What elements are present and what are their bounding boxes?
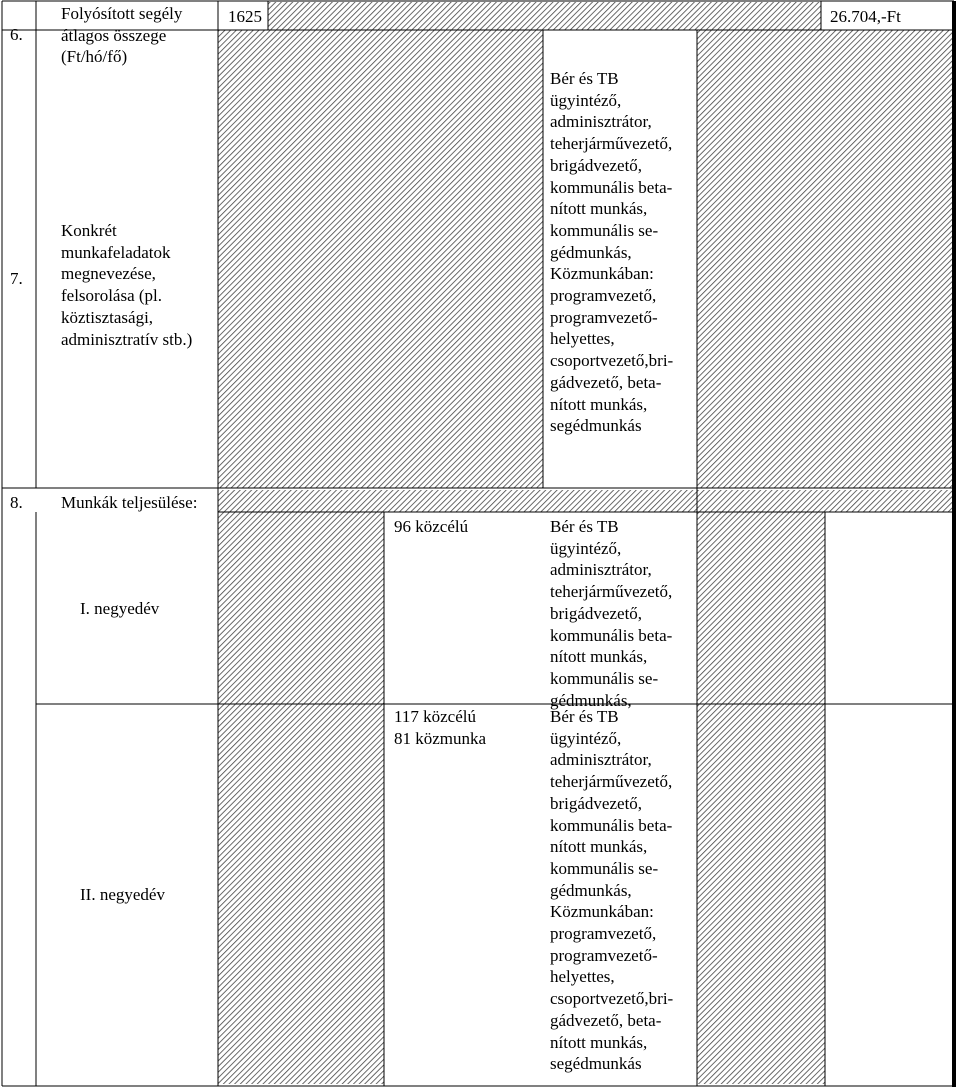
row6-value-amount: 26.704,-Ft (830, 7, 901, 26)
row7-task-list: Bér és TB ügyintéző, adminisztrátor, teherjárművezető, brigádvezető, kommunális beta- nított munkás, kommunális se- gédmunkás, Közmunkában: programvezető, programvezető- helyettes, csoportvezető,bri- gádvezető, beta- nított munkás, segédmunkás (550, 69, 674, 436)
q2-worker-count: 117 közcélú 81 közmunka (394, 707, 487, 748)
hatched-cell-r7-left (218, 30, 543, 488)
hatched-cell-q2-right (697, 704, 825, 1084)
hatched-cell-q1-left (218, 512, 384, 704)
q1-task-list: Bér és TB ügyintéző, adminisztrátor, teherjárművezető, brigádvezető, kommunális beta- nított munkás, kommunális se- gédmunkás, (550, 517, 673, 710)
hatched-cell-r7-right (697, 30, 953, 488)
row6-label: Folyósított segély átlagos összege (Ft/hó/fő) (61, 4, 183, 67)
row6-value-count: 1625 (228, 7, 262, 26)
hatched-cell-q2-left (218, 704, 384, 1084)
hatched-cell-q1-right (697, 512, 825, 704)
q2-label: II. negyedév (80, 885, 165, 904)
right-border-bar (952, 1, 956, 1087)
hatched-cell-r8-header (218, 490, 953, 512)
row8-number: 8. (10, 493, 23, 512)
q2-task-list: Bér és TB ügyintéző, adminisztrátor, teherjárművezető, brigádvezető, kommunális beta- nított munkás, kommunális se- gédmunkás, Közmunkában: programvezető, programvezető- helyettes, csoportvezető,bri- gádvezető, beta- nított munkás, segédmunkás (550, 707, 674, 1074)
row6-number: 6. (10, 25, 23, 44)
row7-number: 7. (10, 269, 23, 288)
hatched-cell-r6-mid (268, 2, 821, 30)
row8-label: Munkák teljesülése: (61, 493, 198, 512)
q1-worker-count: 96 közcélú (394, 517, 469, 536)
row7-label: Konkrét munkafeladatok megnevezése, felsorolása (pl. köztisztasági, adminisztratív stb.) (61, 221, 193, 349)
q1-label: I. negyedév (80, 599, 160, 618)
